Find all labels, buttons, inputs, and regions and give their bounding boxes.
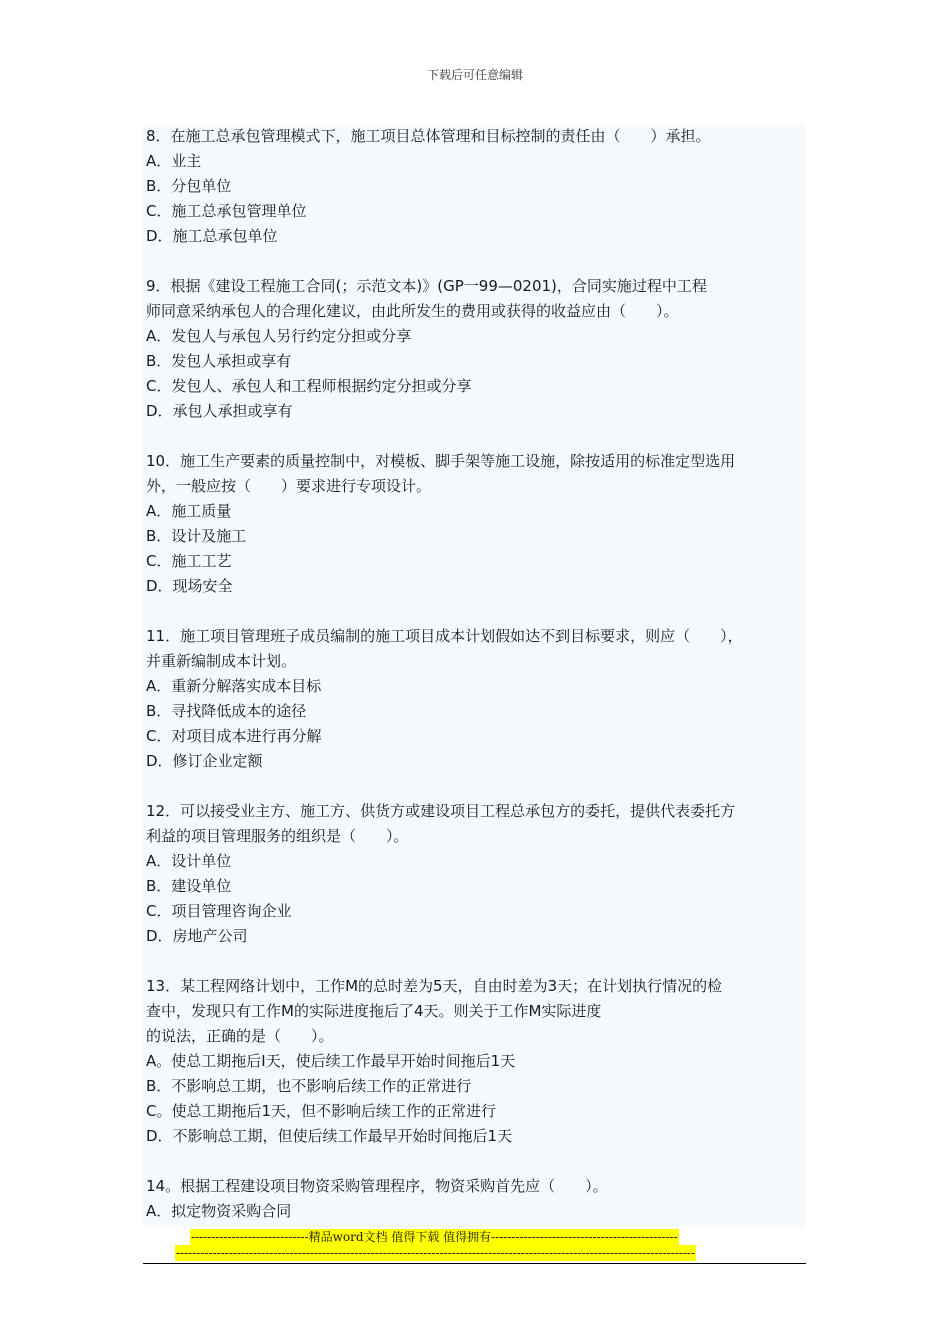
question-9 (143, 274, 806, 424)
option-d: D．房地产公司 (146, 927, 248, 945)
option-d: D．不影响总工期，但使后续工作最早开始时间拖后1天 (146, 1127, 513, 1145)
question-text: 的说法，正确的是（ ）。 (146, 1027, 334, 1045)
question-text: 9．根据《建设工程施工合同(；示范文本)》(GP一99—0201)，合同实施过程中工程 (146, 277, 707, 295)
question-12 (143, 799, 806, 949)
question-8 (143, 124, 806, 249)
option-c: C．发包人、承包人和工程师根据约定分担或分享 (146, 377, 472, 395)
footer-dash-line: -------------------------------------------------------------------------------------------------------------------------------- (176, 1246, 695, 1260)
option-c: C。使总工期拖后1天，但不影响后续工作的正常进行 (146, 1102, 497, 1120)
question-text: 并重新编制成本计划。 (146, 652, 297, 670)
option-b: B．寻找降低成本的途径 (146, 702, 307, 720)
option-b: B．设计及施工 (146, 527, 247, 545)
question-text: 13．某工程网络计划中，工作M的总时差为5天，自由时差为3天；在计划执行情况的检 (146, 977, 723, 995)
option-d: D．施工总承包单位 (146, 227, 278, 245)
option-a: A．设计单位 (146, 852, 232, 870)
option-a: A．业主 (146, 152, 202, 170)
option-b: B．建设单位 (146, 877, 232, 895)
question-10 (143, 449, 806, 599)
option-a: A．施工质量 (146, 502, 232, 520)
option-c: C．施工总承包管理单位 (146, 202, 307, 220)
option-d: D．修订企业定额 (146, 752, 263, 770)
question-13 (143, 974, 806, 1149)
question-text: 利益的项目管理服务的组织是（ ）。 (146, 827, 409, 845)
option-a: A。使总工期拖后I天，使后续工作最早开始时间拖后1天 (146, 1052, 516, 1070)
option-d: D．现场安全 (146, 577, 233, 595)
question-14 (143, 1174, 806, 1224)
question-text: 11．施工项目管理班子成员编制的施工项目成本计划假如达不到目标要求，则应（ ）， (146, 627, 743, 645)
question-text: 12．可以接受业主方、施工方、供货方或建设项目工程总承包方的委托，提供代表委托方 (146, 802, 736, 820)
question-text: 14。根据工程建设项目物资采购管理程序，物资采购首先应（ ）。 (146, 1177, 608, 1195)
option-b: B．不影响总工期，也不影响后续工作的正常进行 (146, 1077, 472, 1095)
option-a: A．拟定物资采购合同 (146, 1202, 292, 1220)
option-d: D．承包人承担或享有 (146, 402, 293, 420)
page-header: 下载后可任意编辑 (426, 68, 523, 82)
footer-rule (143, 1263, 806, 1264)
question-text: 10．施工生产要素的质量控制中，对模板、脚手架等施工设施，除按适用的标准定型选用 (146, 452, 736, 470)
question-text: 外，一般应按（ ）要求进行专项设计。 (146, 477, 432, 495)
question-list (143, 124, 806, 1228)
question-text: 8．在施工总承包管理模式下，施工项目总体管理和目标控制的责任由（ ）承担。 (146, 127, 711, 145)
question-text: 查中，发现只有工作M的实际进度拖后了4天。则关于工作M实际进度 (146, 1002, 602, 1020)
option-c: C．对项目成本进行再分解 (146, 727, 322, 745)
option-b: B．发包人承担或享有 (146, 352, 292, 370)
question-text: 师同意采纳承包人的合理化建议，由此所发生的费用或获得的收益应由（ ）。 (146, 302, 679, 320)
option-a: A．发包人与承包人另行约定分担或分享 (146, 327, 412, 345)
option-b: B．分包单位 (146, 177, 232, 195)
footer-banner-line: -----------------------------精品word文档 值得下载 值得拥有---------------------------------------------- (191, 1230, 678, 1244)
question-11 (143, 624, 806, 774)
option-c: C．项目管理咨询企业 (146, 902, 292, 920)
option-c: C．施工工艺 (146, 552, 232, 570)
option-a: A．重新分解落实成本目标 (146, 677, 322, 695)
